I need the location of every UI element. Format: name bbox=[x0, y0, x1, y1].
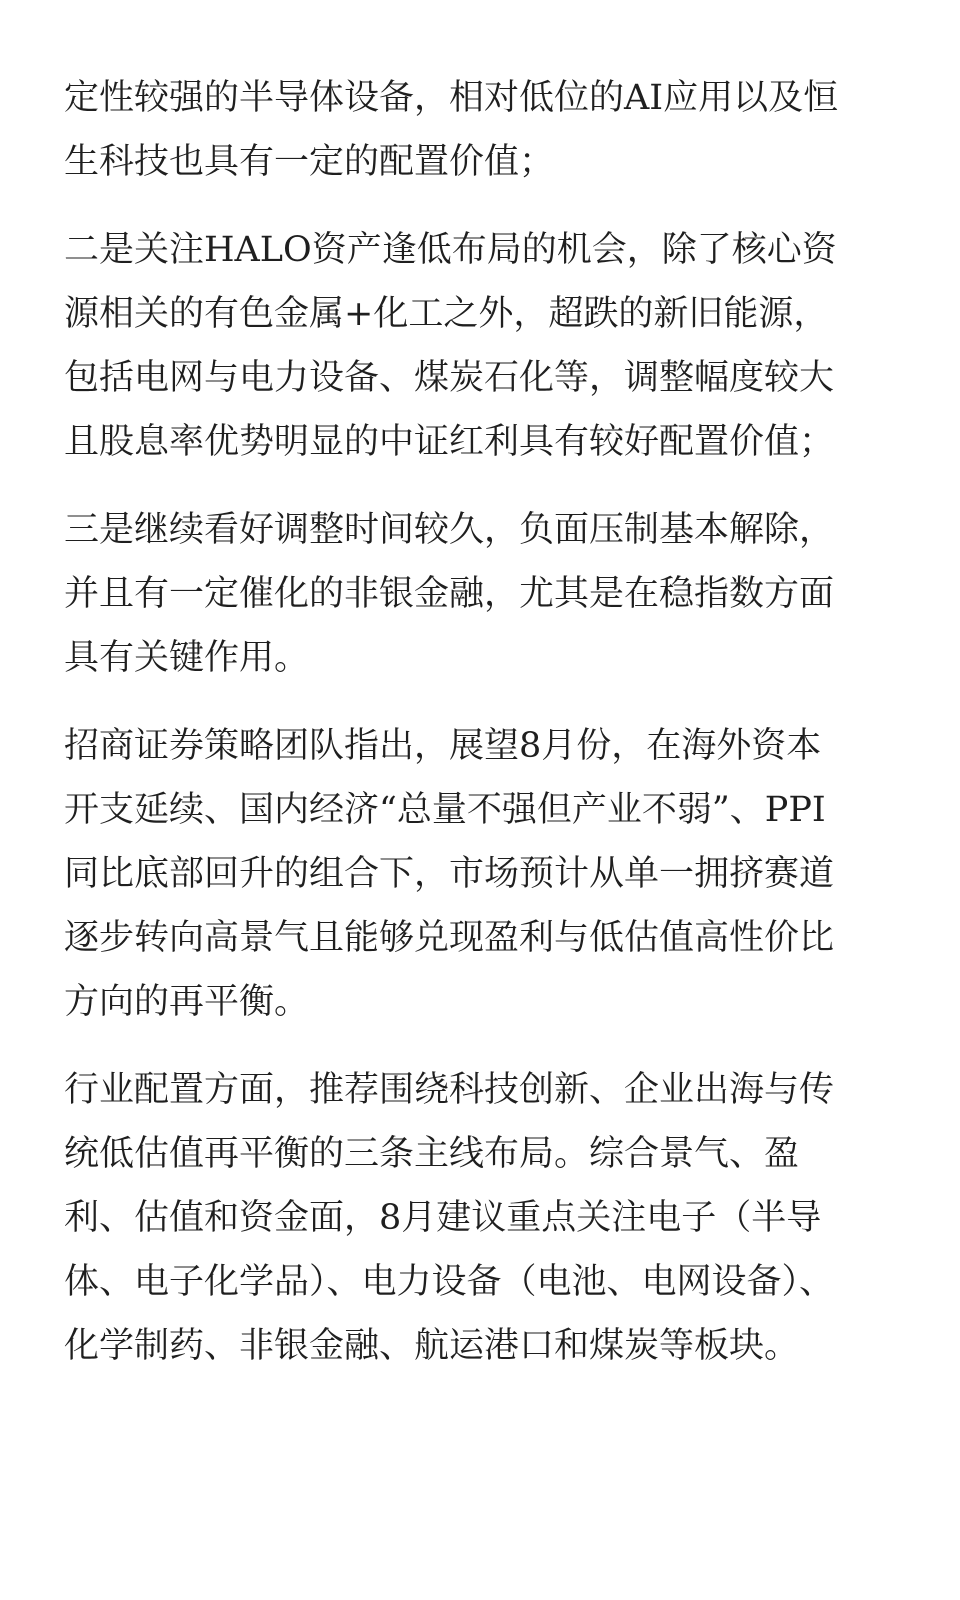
text-line: 行业配置方面，推荐围绕科技创新、企业出海与传 bbox=[64, 1070, 835, 1110]
text-line: 开支延续、国内经济“总量不强但产业不弱”、PPI bbox=[64, 790, 826, 830]
text-line: 并且有一定催化的非银金融，尤其是在稳指数方面 bbox=[64, 574, 835, 614]
article-body bbox=[64, 66, 876, 1402]
paragraph-cms-strategy bbox=[64, 714, 876, 1034]
paragraph-nonbank-finance bbox=[64, 498, 876, 690]
text-line: 同比底部回升的组合下，市场预计从单一拥挤赛道 bbox=[64, 854, 835, 894]
paragraph-halo-assets bbox=[64, 218, 876, 474]
text-line: 包括电网与电力设备、煤炭石化等，调整幅度较大 bbox=[64, 358, 835, 398]
text-line: 三是继续看好调整时间较久，负面压制基本解除， bbox=[64, 510, 835, 550]
text-line: 且股息率优势明显的中证红利具有较好配置价值； bbox=[64, 422, 835, 462]
paragraph-semiconductor-ai bbox=[64, 66, 876, 194]
text-line: 源相关的有色金属+化工之外，超跌的新旧能源， bbox=[64, 294, 829, 334]
text-line: 生科技也具有一定的配置价值； bbox=[64, 142, 555, 182]
paragraph-industry-allocation bbox=[64, 1058, 876, 1378]
text-line: 统低估值再平衡的三条主线布局。综合景气、盈 bbox=[64, 1134, 800, 1174]
text-line: 方向的再平衡。 bbox=[64, 982, 310, 1022]
text-line: 招商证券策略团队指出，展望8月份，在海外资本 bbox=[64, 726, 822, 766]
text-line: 二是关注HALO资产逢低布局的机会，除了核心资 bbox=[64, 230, 837, 270]
text-line: 具有关键作用。 bbox=[64, 638, 310, 678]
text-line: 逐步转向高景气且能够兑现盈利与低估值高性价比 bbox=[64, 918, 835, 958]
text-line: 体、电子化学品）、电力设备（电池、电网设备）、 bbox=[64, 1262, 835, 1302]
text-line: 定性较强的半导体设备，相对低位的AI应用以及恒 bbox=[64, 78, 839, 118]
text-line: 利、估值和资金面，8月建议重点关注电子（半导 bbox=[64, 1198, 822, 1238]
text-line: 化学制药、非银金融、航运港口和煤炭等板块。 bbox=[64, 1326, 800, 1366]
